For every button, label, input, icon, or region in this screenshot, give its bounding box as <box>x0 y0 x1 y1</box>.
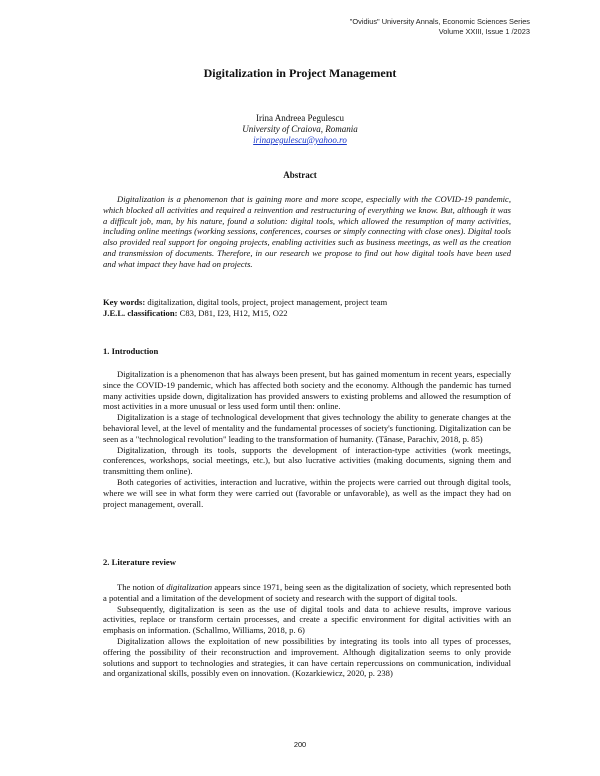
journal-volume: Volume XXIII, Issue 1 /2023 <box>438 26 530 36</box>
text-run: appears since 1971, being seen as the digitalization of society, which represented both a potential and a limitation of the development of society and research with the support of digital tools. <box>103 582 511 603</box>
literature-review-body <box>103 582 511 679</box>
abstract-heading: Abstract <box>283 170 317 180</box>
keywords-label: Key words: <box>103 297 146 307</box>
keywords-value: digitalization, digital tools, project, project management, project team <box>145 297 388 307</box>
paragraph: Digitalization is a stage of technological development that gives technology the ability to generate changes at the behavioral level, at the level of mentality and the fundamental processes of society's functioning. Digitalization can be seen as a "technological revolution" leading to the transformation of humanity. (Tănase, Parachiv, 2018, p. 85) <box>103 412 511 444</box>
author-email-link[interactable]: irinapegulescu@yahoo.ro <box>253 135 347 145</box>
author-name: Irina Andreea Pegulescu <box>256 113 344 123</box>
paragraph: Digitalization, through its tools, supports the development of interaction-type activities (work meetings, conferences, workshops, social meetings, etc.), but also lucrative activities (making documents, signing them and transmitting them online). <box>103 444 511 477</box>
paragraph: Both categories of activities, interaction and lucrative, within the projects were carried out through digital tools, where we will see in what form they were carried out (favorable or unfavorable), as well as the impact they had on project management, overall. <box>103 476 511 509</box>
section-heading-literature-review: 2. Literature review <box>103 557 176 567</box>
abstract-text: Digitalization is a phenomenon that is gaining more and more scope, especially with the COVID-19 pandemic, which blocked all activities and required a reinvention and restructuring of everything we know. But, although it was a difficult job, man, by his nature, found a solution: digital tools, which allowed the resumption of many activities, including online meetings (working sessions, conferences, courses or simply connecting with close ones). Digital tools also provided real support for ongoing projects, enabling activities such as business meetings, as well as the creation and transmission of documents. Therefore, in our research we propose to find out how digital tools have been used and what impact they have had on projects. <box>103 194 511 269</box>
author-affiliation: University of Craiova, Romania <box>242 124 358 134</box>
section-heading-introduction: 1. Introduction <box>103 346 159 356</box>
paragraph <box>103 582 511 604</box>
paragraph: Digitalization is a phenomenon that has always been present, but has gained momentum in recent years, especially since the COVID-19 pandemic, which has affected both society and the economy. Although the pandemic has turned many activities upside down, digitalization has provided answers to existing problems and allowed the resumption of most activities in a more unusual or less used form until then: online. <box>103 369 511 412</box>
journal-name: "Ovidius" University Annals, Economic Sciences Series <box>349 17 530 26</box>
paragraph: Subsequently, digitalization is seen as the use of digital tools and data to achieve results, improve various activities, replace or transform certain processes, and create a specific environment for digital activities with an emphasis on information. (Schallmo, Williams, 2018, p. 6) <box>103 603 511 636</box>
paper-title: Digitalization in Project Management <box>203 66 397 80</box>
running-header <box>350 17 530 36</box>
author-block <box>0 113 600 146</box>
keywords-block <box>103 297 511 319</box>
paragraph: Digitalization allows the exploitation of new possibilities by integrating its tools into all types of processes, offering the possibility of their reconstruction and improvement. Although digitalization seems to only provide solutions and support to technologies and strategies, it can have certain repercussions on communication, individual and organizational skills, possibly even on innovation. (Kozarkiewicz, 2020, p. 238) <box>103 635 511 679</box>
term-digitalization: digitalization <box>166 582 213 592</box>
page-number: 200 <box>293 740 307 749</box>
text-run: The notion of <box>117 582 167 592</box>
introduction-body <box>103 369 511 509</box>
jel-value: C83, D81, I23, H12, M15, O22 <box>177 308 288 318</box>
jel-label: J.E.L. classification: <box>103 308 178 318</box>
